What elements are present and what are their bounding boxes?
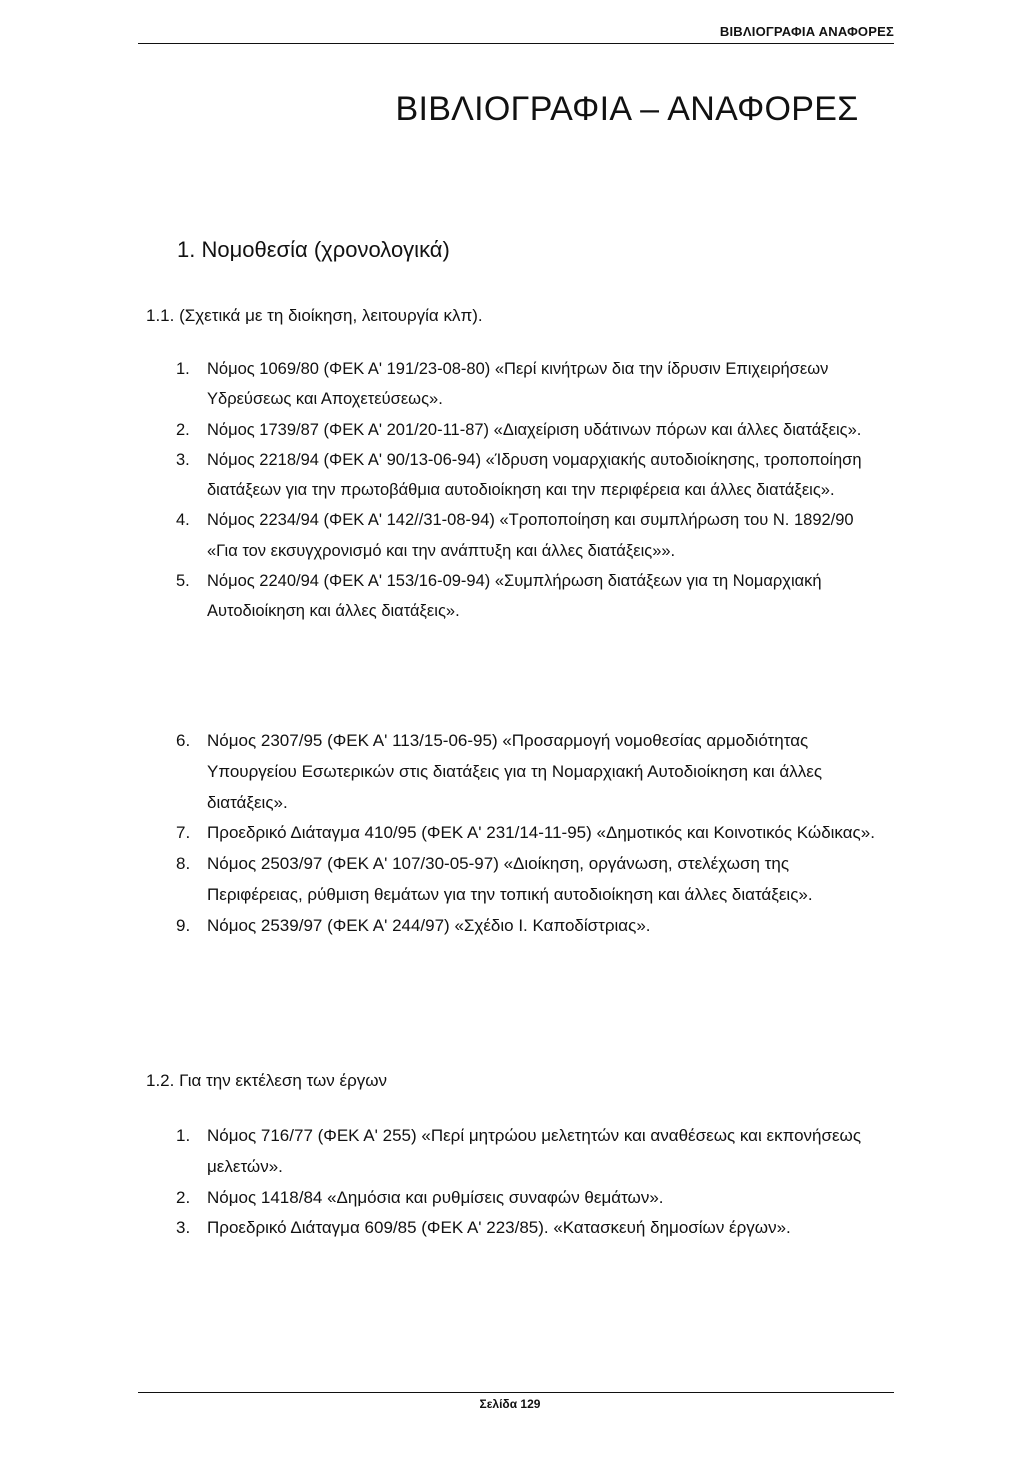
list-item (176, 1183, 876, 1214)
item-text: Νόμος 1418/84 «Δημόσια και ρυθμίσεις συναφών θεμάτων». (207, 1187, 664, 1207)
page-number: Σελίδα 129 (479, 1397, 541, 1411)
list-item (176, 354, 876, 415)
list-item (176, 445, 876, 506)
legislation-list-1-2 (176, 1121, 876, 1244)
list-item (176, 1213, 876, 1244)
list-item (176, 415, 876, 445)
running-header: ΒΙΒΛΙΟΓΡΑΦΙΑ ΑΝΑΦΟΡΕΣ (719, 24, 894, 39)
item-text: Νόμος 716/77 (ΦΕΚ Α' 255) «Περί μητρώου μελετητών και αναθέσεως και εκπονήσεως μελετών». (207, 1126, 862, 1176)
item-number: 1. (176, 1126, 191, 1145)
item-text: Νόμος 2539/97 (ΦΕΚ Α' 244/97) «Σχέδιο Ι. Καποδίστριας». (207, 915, 651, 935)
header-rule (138, 43, 894, 44)
list-item (176, 911, 876, 942)
section-heading: 1. Νομοθεσία (χρονολογικά) (177, 237, 450, 262)
page-title: ΒΙΒΛΙΟΓΡΑΦΙΑ – ΑΝΑΦΟΡΕΣ (395, 90, 859, 128)
legislation-list-1-1-cont (176, 726, 876, 942)
item-number: 2. (176, 420, 190, 439)
item-number: 1. (176, 360, 190, 378)
item-text: Νόμος 1069/80 (ΦΕΚ Α' 191/23-08-80) «Περί κινήτρων δια την ίδρυσιν Επιχειρήσεων Υδρεύσεως και Αποχετεύσεως». (207, 360, 829, 409)
list-item (176, 818, 876, 849)
item-text: Νόμος 2234/94 (ΦΕΚ Α' 142//31-08-94) «Τροποποίηση και συμπλήρωση του Ν. 1892/90 «Για τον εκσυγχρονισμό και την ανάπτυξη και άλλες διατάξεις»». (207, 511, 854, 560)
item-text: Νόμος 2218/94 (ΦΕΚ Α' 90/13-06-94) «Ίδρυση νομαρχιακής αυτοδιοίκησης, τροποποίηση διατάξεων για την πρωτοβάθμια αυτοδιοίκηση και την περιφέρεια και άλλες διατάξεις». (207, 450, 862, 500)
legislation-list-1-1 (176, 354, 876, 627)
item-number: 4. (176, 511, 190, 530)
item-text: Νόμος 1739/87 (ΦΕΚ Α' 201/20-11-87) «Διαχείριση υδάτινων πόρων και άλλες διατάξεις». (207, 420, 862, 439)
item-number: 3. (176, 450, 190, 469)
list-item (176, 726, 876, 818)
item-number: 8. (176, 854, 191, 874)
item-number: 2. (176, 1187, 191, 1207)
item-number: 9. (176, 915, 191, 935)
item-text: Νόμος 2503/97 (ΦΕΚ Α' 107/30-05-97) «Διοίκηση, οργάνωση, στελέχωση της Περιφέρειας, ρύθμιση θεμάτων για την τοπική αυτοδιοίκηση και άλλες διατάξεις». (207, 854, 813, 904)
item-number: 7. (176, 823, 191, 843)
item-number: 6. (176, 731, 191, 750)
item-number: 3. (176, 1218, 191, 1238)
item-text: Νόμος 2240/94 (ΦΕΚ Α' 153/16-09-94) «Συμπλήρωση διατάξεων για τη Νομαρχιακή Αυτοδιοίκηση και άλλες διατάξεις». (207, 572, 822, 621)
subsection-heading-1-2: 1.2. Για την εκτέλεση των έργων (146, 1071, 388, 1090)
item-number: 5. (176, 572, 190, 591)
list-item (176, 1121, 876, 1183)
item-text: Νόμος 2307/95 (ΦΕΚ Α' 113/15-06-95) «Προσαρμογή νομοθεσίας αρμοδιότητας Υπουργείου Εσωτερικών στις διατάξεις για τη Νομαρχιακή Αυτοδιοίκηση και άλλες διατάξεις». (207, 731, 823, 812)
list-item (176, 566, 876, 627)
list-item (176, 849, 876, 911)
footer-rule (138, 1392, 894, 1393)
item-text: Προεδρικό Διάταγμα 609/85 (ΦΕΚ Α' 223/85). «Κατασκευή δημοσίων έργων». (207, 1218, 791, 1238)
subsection-heading-1-1: 1.1. (Σχετικά με τη διοίκηση, λειτουργία κλπ). (146, 306, 483, 325)
list-item (176, 505, 876, 566)
item-text: Προεδρικό Διάταγμα 410/95 (ΦΕΚ Α' 231/14-11-95) «Δημοτικός και Κοινοτικός Κώδικας». (207, 823, 875, 843)
